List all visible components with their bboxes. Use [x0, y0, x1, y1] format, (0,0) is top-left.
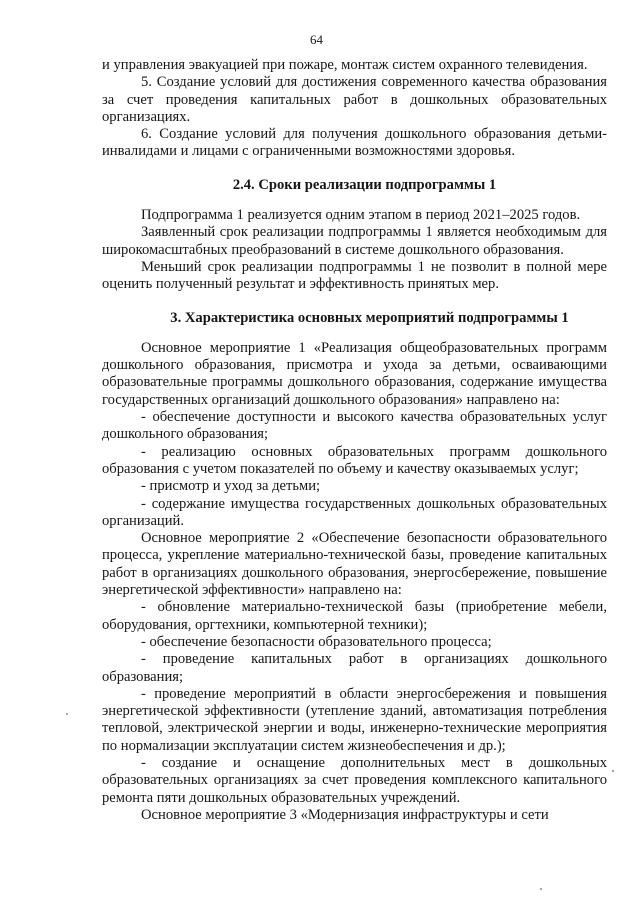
paragraph: Основное мероприятие 3 «Модернизация инфраструктуры и сети — [141, 806, 549, 823]
paragraph: 6. Создание условий для получения дошкольного образования детьми-инвалидами и лицами с ограниченными возможностями здоровья. — [102, 126, 607, 160]
section-heading: 3. Характеристика основных мероприятий подпрограммы 1 — [170, 309, 569, 326]
page-number: 64 — [310, 32, 323, 47]
paragraph: Основное мероприятие 1 «Реализация общеобразовательных программ дошкольного образования, присмотра и ухода за детьми, осваивающими образовательные программы дошкольного образования, содержание имущества государственных организаций дошкольного образования» направлено на: — [102, 339, 607, 408]
section-heading: 2.4. Сроки реализации подпрограммы 1 — [232, 176, 497, 193]
list-item: - обеспечение безопасности образовательного процесса; — [141, 633, 492, 650]
scan-speck — [612, 770, 614, 772]
list-item: - содержание имущества государственных дошкольных образовательных организаций. — [102, 495, 607, 529]
paragraph: 5. Создание условий для достижения современного качества образования за счет проведения капитальных работ в дошкольных образовательных организациях. — [102, 74, 607, 125]
scan-speck — [66, 713, 68, 715]
list-item: - реализацию основных образовательных программ дошкольного образования с учетом показателей по объему и качеству оказываемых услуг; — [102, 443, 607, 477]
paragraph: Заявленный срок реализации подпрограммы 1 является необходимым для широкомасштабных преобразований в системе дошкольного образования. — [102, 224, 607, 258]
paragraph: Основное мероприятие 2 «Обеспечение безопасности образовательного процесса, укрепление материально-технической базы, проведение капитальных работ в организациях дошкольного образования, энергосбережение, повышение энергетической эффективности» направлено на: — [102, 530, 607, 599]
paragraph: Подпрограмма 1 реализуется одним этапом в период 2021–2025 годов. — [141, 207, 581, 224]
paragraph: и управления эвакуацией при пожаре, монтаж систем охранного телевидения. — [102, 57, 588, 73]
list-item: - проведение мероприятий в области энергосбережения и повышения энергетической эффективности (утепление зданий, автоматизация потребления тепловой, электрической энергии и воды, инженерно-технические мероприятия по нормализации эксплуатации систем жизнеобеспечения и др.); — [102, 685, 607, 754]
document-body — [102, 57, 607, 824]
paragraph: Меньший срок реализации подпрограммы 1 не позволит в полной мере оценить полученный результат и эффективность принятых мер. — [102, 258, 607, 293]
list-item: - обеспечение доступности и высокого качества образовательных услуг дошкольного образования; — [102, 409, 607, 443]
list-item: - создание и оснащение дополнительных мест в дошкольных образовательных организациях за счет проведения комплексного капитального ремонта пяти дошкольных образовательных учреждений. — [102, 754, 607, 806]
list-item: - присмотр и уход за детьми; — [141, 478, 321, 495]
list-item: - обновление материально-технической базы (приобретение мебели, оборудования, оргтехники, компьютерной техники); — [102, 599, 607, 633]
scan-speck — [540, 888, 542, 890]
list-item: - проведение капитальных работ в организациях дошкольного образования; — [102, 651, 607, 685]
